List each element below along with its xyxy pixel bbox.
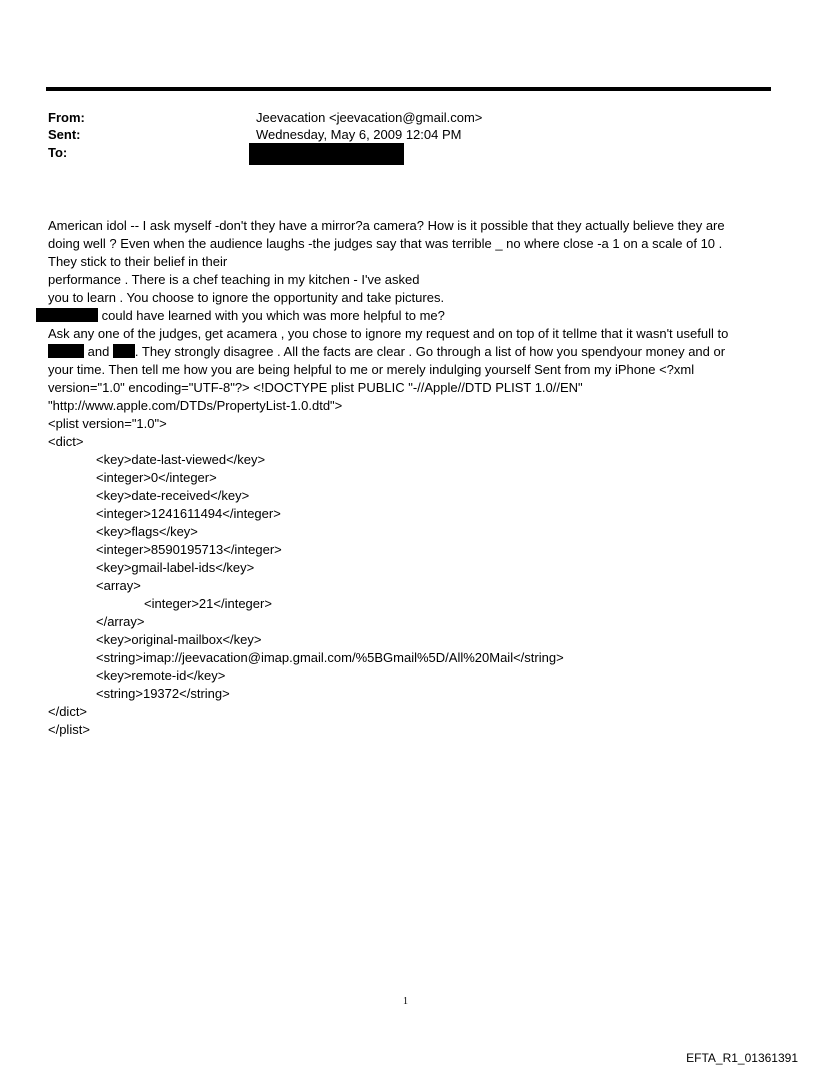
body-line: your time. Then tell me how you are being helpful to me or merely indulging yourself Sent from my iPhone <?xml [48,362,695,377]
xml-line: <key>flags</key> [96,524,198,539]
body-line-text: . They strongly disagree . All the facts are clear . Go through a list of how you spendyour money and or [134,344,726,359]
body-line: They stick to their belief in their [48,254,228,269]
body-line: American idol -- I ask myself -don't they have a mirror?a camera? How is it possible that they actually believe they are [48,218,725,233]
body-line: you to learn . You choose to ignore the opportunity and take pictures. [48,290,445,305]
body-line: Ask any one of the judges, get acamera , you chose to ignore my request and on top of it tellme that it wasn't usefull to [48,326,729,341]
from-label: From: [48,110,85,125]
body-line [48,343,778,361]
xml-line: <dict> [48,434,84,449]
xml-line: <key>gmail-label-ids</key> [96,560,255,575]
page-number: 1 [403,996,408,1007]
bates-number: EFTA_R1_01361391 [686,1051,798,1065]
to-label: To: [48,145,68,160]
xml-line: <array> [96,578,141,593]
body-line: performance . There is a chef teaching in my kitchen - I've asked [48,272,420,287]
header-rule [46,87,771,91]
name-redaction [36,308,98,322]
xml-line: <string>19372</string> [96,686,230,701]
xml-line: <integer>1241611494</integer> [96,506,281,521]
sent-value: Wednesday, May 6, 2009 12:04 PM [256,127,462,142]
body-line-text: could have learned with you which was more helpful to me? [98,308,445,323]
body-line-text: and [84,344,113,359]
from-value: Jeevacation <jeevacation@gmail.com> [256,110,483,125]
name-redaction [113,344,135,358]
email-body [48,217,778,739]
xml-line: <plist version="1.0"> [48,416,167,431]
body-line: version="1.0" encoding="UTF-8"?> <!DOCTYPE plist PUBLIC "-//Apple//DTD PLIST 1.0//EN" [48,380,583,395]
body-line: doing well ? Even when the audience laughs -the judges say that was terrible _ no where close -a 1 on a scale of 10 . [48,236,723,251]
xml-line: <integer>0</integer> [96,470,217,485]
xml-line: </array> [96,614,145,629]
xml-line: <integer>21</integer> [144,596,272,611]
sent-label: Sent: [48,127,81,142]
xml-line: <key>remote-id</key> [96,668,226,683]
body-line: "http://www.apple.com/DTDs/PropertyList-1.0.dtd"> [48,398,343,413]
xml-line: <integer>8590195713</integer> [96,542,282,557]
xml-line: <string>imap://jeevacation@imap.gmail.com/%5BGmail%5D/All%20Mail</string> [96,650,564,665]
xml-line: <key>date-last-viewed</key> [96,452,266,467]
xml-line: </dict> [48,704,88,719]
to-redaction [249,143,404,165]
body-line [36,307,778,325]
xml-line: <key>original-mailbox</key> [96,632,262,647]
name-redaction [48,344,84,358]
xml-line: <key>date-received</key> [96,488,250,503]
xml-line: </plist> [48,722,90,737]
